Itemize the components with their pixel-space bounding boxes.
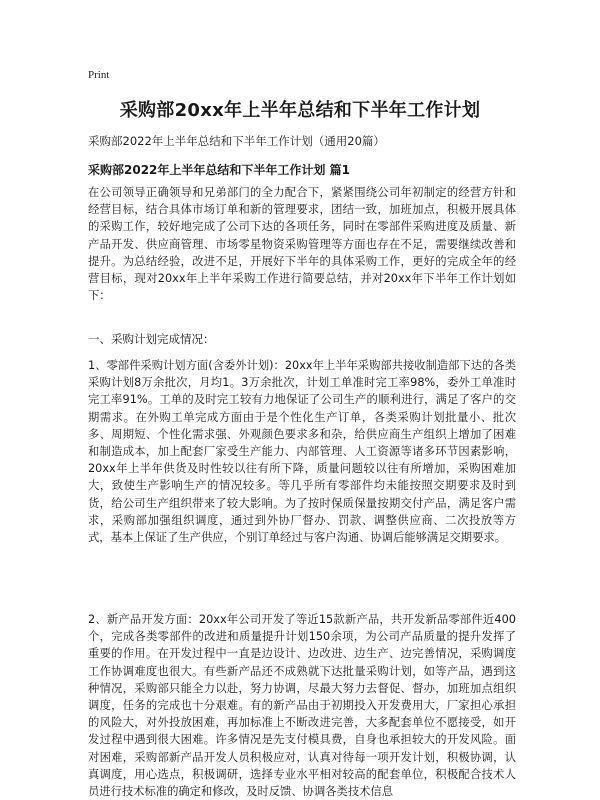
subsection-heading: 一、采购计划完成情况： xyxy=(88,332,215,346)
print-link[interactable]: Print xyxy=(88,69,110,81)
paragraph-item-1: 1、零部件采购计划方面(含委外计划)：20xx年上半年采购部共接收制造部下达的各类采购计划8万余批次，月均1。3万余批次，计划工单准时完工率98%，委外工单准时完工率91%。工单的及时完工较有力地保证了公司生产的顺利进行，满足了客户的交期需求。在外购工单完成方面由于是个性化生产订单，各类采购计划批量小、批次多、周期短、个性化需求强、外观颜色要求多和杂，给供应商生产组织上增加了困难和制造成本，加上配套厂家受生产能力、内部管理、人工资源等诸多环节因素影响，20xx年上半年供货及时性较以往有所下降，质量问题较以往有所增加，采购困难加大，致使生产影响生产的情况较多。等几乎所有零部件均未能按照交期要求及时到货，给公司生产组织带来了较大影响。为了按时保质保量按期交付产品，满足客户需求，采购部加强组织调度，通过到外协厂督办、罚款、调整供应商、二次投放等方式，基本上保证了生产供应，个别订单经过与客户沟通、协调后能够满足交期要求。 xyxy=(88,359,516,545)
page-title: 采购部20xx年上半年总结和下半年工作计划 xyxy=(119,100,481,121)
intro-paragraph: 在公司领导正确领导和兄弟部门的全力配合下，紧紧围绕公司年初制定的经营方针和经营目标，结合具体市场订单和新的管理要求，团结一致，加班加点，积极开展具体的采购工作，较好地完成了公司下达的各项任务，同时在零部件采购进度及质量、新产品开发、供应商管理、市场零星物资采购管理等方面也存在不足，需要继续改善和提升。为总结经验，改进不足，开展好下半年的具体采购工作，更好的完成全年的经营目标，现对20xx年上半年采购工作进行简要总结，并对20xx年下半年工作计划如下： xyxy=(88,186,516,303)
section-heading: 采购部2022年上半年总结和下半年工作计划 篇1 xyxy=(88,163,350,177)
paragraph-item-2: 2、新产品开发方面：20xx年公司开发了等近15款新产品，共开发新品零部件近400个，完成各类零部件的改进和质量提升计划150余项，为公司产品质量的提升发挥了重要的作用。在开发过程中一直是边设计、边改进、边生产、边完善情况，采购调度工作协调难度也很大。有些新产品还不成熟就下达批量采购计划，如等产品，遇到这种情况，采购部只能全力以赴，努力协调，尽最大努力去督促、督办，加班加点组织调度，任务的完成也十分艰难。有的新产品由于初期投入开发费用大，厂家担心承担的风险大，对外投放困难，再加标准上不断改进完善，大多配套单位不愿接受，如开发过程中遇到很大困难。许多情况是先支付模具费，自身也承担较大的开发风险。面对困难，采购部新产品开发人员积极应对，认真对待每一项开发计划，积极协调，认真调度，用心选点，积极调研，选择专业水平相对较高的配套单位，积极配合技术人员进行技术标准的确定和修改，及时反馈、协调各类技术信息 xyxy=(88,613,516,799)
document-subtitle: 采购部2022年上半年总结和下半年工作计划（通用20篇） xyxy=(88,134,385,148)
